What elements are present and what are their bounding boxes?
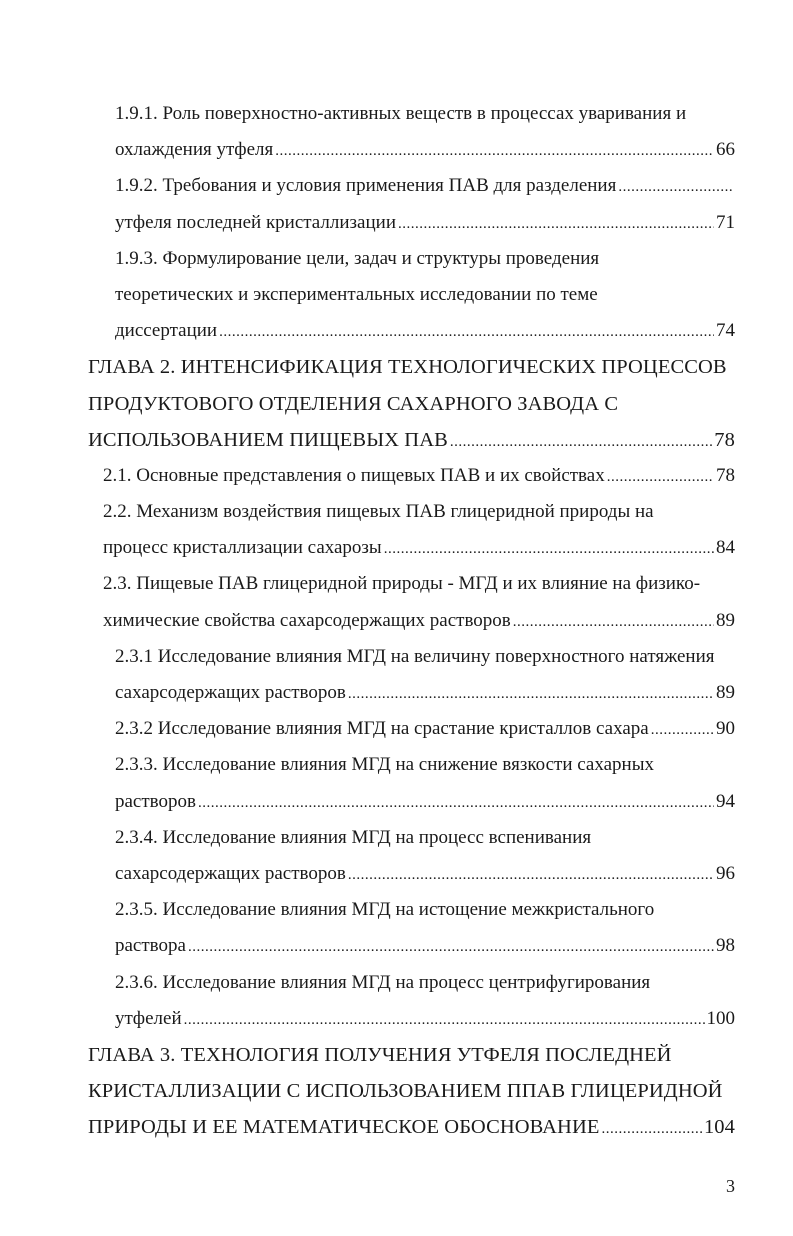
toc-line: [0, 132, 793, 168]
dot-leader: [219, 314, 714, 350]
toc-entry: [0, 96, 793, 168]
toc-entry: [0, 747, 793, 819]
toc-line: [0, 892, 793, 928]
toc-entry: [0, 711, 793, 747]
toc-line: [0, 168, 793, 204]
toc-line: [0, 784, 793, 820]
toc-chapter-entry: [0, 349, 793, 458]
toc-entry-title: 1.9.2. Требования и условия применения ПАВ для разделения: [115, 175, 617, 197]
toc-line: [0, 965, 793, 1001]
toc-entry-title: ГЛАВА 3. ТЕХНОЛОГИЯ ПОЛУЧЕНИЯ УТФЕЛЯ ПОСЛЕДНЕЙ: [88, 1043, 672, 1066]
dot-leader: [513, 604, 714, 640]
toc-entry-title: охлаждения утфеля: [115, 139, 274, 161]
toc-entry-title: 2.3. Пищевые ПАВ глицеридной природы - МГД и их влияние на физико-: [103, 573, 701, 595]
toc-line: [0, 96, 793, 132]
dot-leader: [384, 531, 714, 567]
toc-entry-title: 2.1. Основные представления о пищевых ПАВ и их свойствах: [103, 464, 605, 486]
toc-entry-title: теоретических и экспериментальных исследовании по теме: [115, 283, 598, 305]
toc-entry-title: 1.9.3. Формулирование цели, задач и структуры проведения: [115, 247, 600, 269]
toc-entry: [0, 458, 793, 494]
toc-entry: [0, 965, 793, 1037]
toc-entry-title: КРИСТАЛЛИЗАЦИИ С ИСПОЛЬЗОВАНИЕМ ППАВ ГЛИЦЕРИДНОЙ: [88, 1080, 723, 1103]
toc-page-number: 71: [716, 211, 735, 233]
toc-entry: [0, 892, 793, 964]
toc-line: [0, 639, 793, 675]
toc-page-number: 98: [716, 935, 735, 957]
dot-leader: [198, 785, 714, 821]
toc-page-number: 84: [716, 537, 735, 559]
toc-entry-title: 1.9.1. Роль поверхностно-активных веществ в процессах уваривания и: [115, 103, 687, 124]
toc-page-number: 90: [716, 718, 735, 740]
table-of-contents: [0, 96, 793, 1145]
toc-entry-title: 2.3.4. Исследование влияния МГД на процесс вспенивания: [115, 826, 592, 848]
toc-line: [0, 386, 793, 422]
toc-line: [0, 566, 793, 602]
toc-page-number: 96: [716, 862, 735, 884]
dot-leader: [184, 1002, 705, 1038]
toc-entry-title: сахарсодержащих растворов: [115, 862, 346, 884]
toc-line: [0, 458, 793, 494]
toc-line: [0, 313, 793, 349]
dot-leader: [348, 676, 714, 712]
toc-line: [0, 856, 793, 892]
toc-entry-title: химические свойства сахарсодержащих растворов: [103, 609, 511, 631]
toc-line: [0, 1109, 793, 1145]
toc-line: [0, 494, 793, 530]
toc-line: [0, 747, 793, 783]
toc-line: [0, 349, 793, 385]
toc-page-number: 89: [716, 609, 735, 631]
toc-entry-title: 2.3.3. Исследование влияния МГД на снижение вязкости сахарных: [115, 754, 654, 776]
toc-line: [0, 277, 793, 313]
toc-entry: [0, 820, 793, 892]
toc-entry-title: 2.2. Механизм воздействия пищевых ПАВ глицеридной природы на: [103, 501, 654, 523]
dot-leader: [607, 459, 714, 495]
toc-entry-title: 2.3.5. Исследование влияния МГД на истощение межкристального: [115, 899, 655, 921]
dot-leader: [188, 929, 714, 965]
toc-entry: [0, 241, 793, 350]
toc-page-number: 78: [716, 464, 735, 486]
toc-entry-title: раствора: [115, 935, 186, 957]
dot-leader: [398, 206, 714, 242]
toc-page-number: 74: [716, 320, 735, 342]
toc-entry: [0, 639, 793, 711]
toc-line: [0, 603, 793, 639]
toc-entry-title: утфелей: [115, 1007, 182, 1029]
toc-line: [0, 928, 793, 964]
toc-line: [0, 1037, 793, 1073]
toc-line: [0, 711, 793, 747]
toc-entry-title: 2.3.1 Исследование влияния МГД на величину поверхностного натяжения: [115, 645, 715, 667]
toc-chapter-entry: [0, 1037, 793, 1146]
toc-page-number: 100: [706, 1007, 735, 1029]
toc-line: [0, 1073, 793, 1109]
toc-line: [0, 530, 793, 566]
toc-entry-title: процесс кристаллизации сахарозы: [103, 537, 382, 559]
toc-line: [0, 205, 793, 241]
toc-entry-title: 2.3.6. Исследование влияния МГД на процесс центрифугирования: [115, 971, 651, 993]
toc-entry: [0, 168, 793, 240]
page-number: 3: [726, 1176, 735, 1196]
toc-line: [0, 1001, 793, 1037]
toc-entry-title: утфеля последней кристаллизации: [115, 211, 396, 233]
toc-entry: [0, 566, 793, 638]
toc-entry-title: ПРОДУКТОВОГО ОТДЕЛЕНИЯ САХАРНОГО ЗАВОДА С: [88, 392, 619, 415]
toc-entry-title: ГЛАВА 2. ИНТЕНСИФИКАЦИЯ ТЕХНОЛОГИЧЕСКИХ ПРОЦЕССОВ: [88, 356, 727, 379]
dot-leader: [275, 133, 714, 169]
dot-leader: [348, 857, 714, 893]
toc-line: [0, 820, 793, 856]
toc-entry-title: 2.3.2 Исследование влияния МГД на срастание кристаллов сахара: [115, 718, 649, 740]
toc-page-number: 66: [716, 139, 735, 161]
toc-entry-title: диссертации: [115, 320, 218, 342]
toc-page-number: 94: [716, 790, 735, 812]
toc-line: [0, 422, 793, 458]
dot-leader: [618, 169, 733, 205]
toc-page-number: 89: [716, 682, 735, 703]
dot-leader: [602, 1111, 702, 1147]
toc-line: [0, 675, 793, 711]
dot-leader: [651, 712, 714, 748]
toc-page-number: 104: [703, 1116, 735, 1139]
toc-entry: [0, 494, 793, 566]
toc-entry-title: сахарсодержащих растворов: [115, 682, 346, 703]
toc-entry-title: ПРИРОДЫ И ЕЕ МАТЕМАТИЧЕСКОЕ ОБОСНОВАНИЕ: [88, 1116, 600, 1139]
dot-leader: [450, 424, 712, 460]
toc-entry-title: ИСПОЛЬЗОВАНИЕМ ПИЩЕВЫХ ПАВ: [88, 428, 448, 451]
toc-line: [0, 241, 793, 277]
toc-page-number: 78: [714, 428, 735, 451]
toc-entry-title: растворов: [115, 790, 196, 812]
